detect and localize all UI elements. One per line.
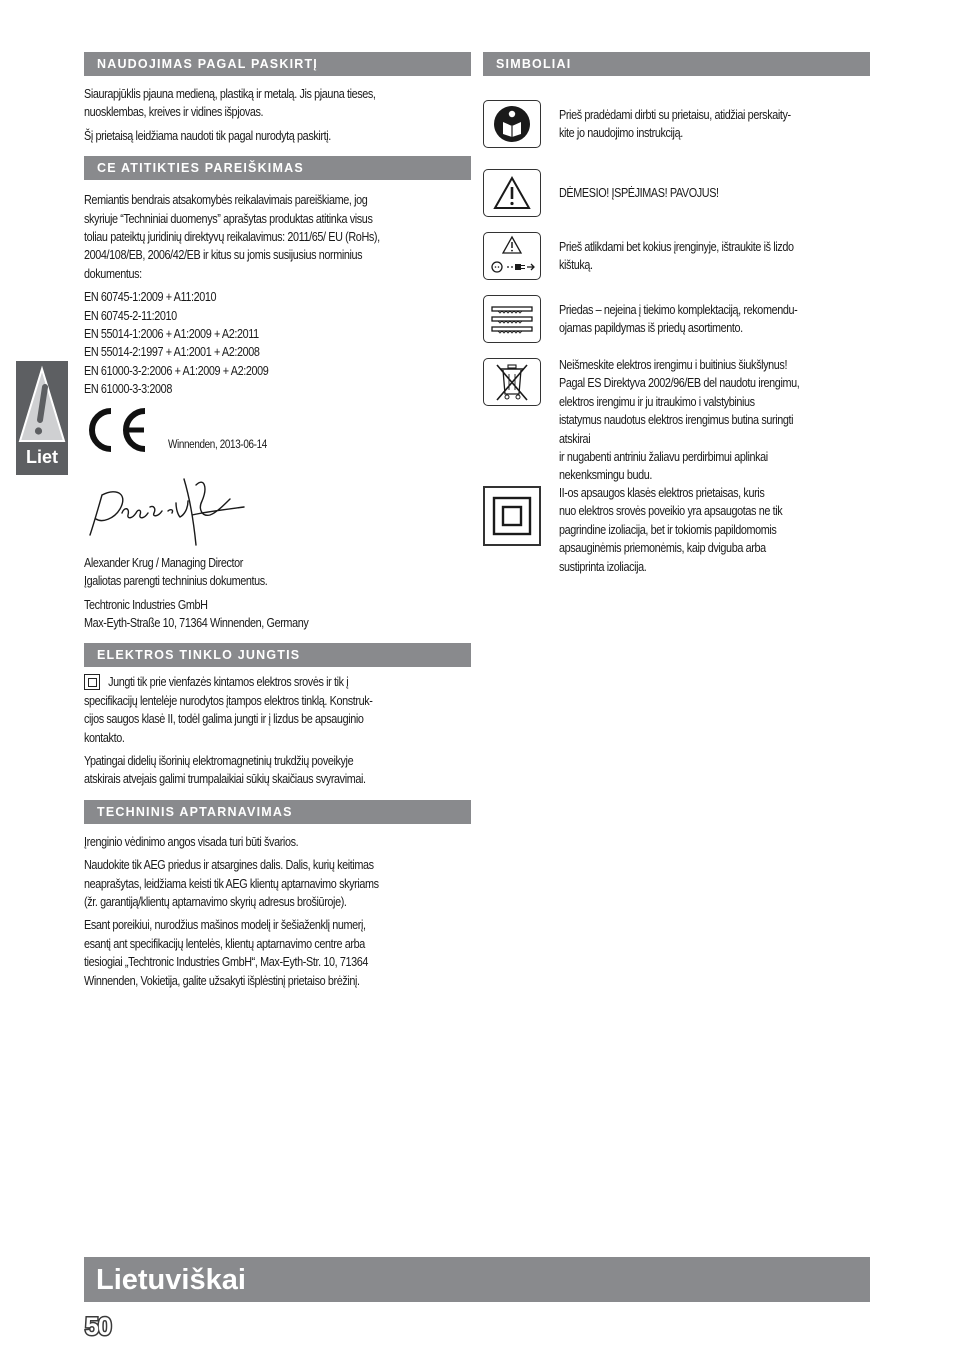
ce-place-date: Winnenden, 2013-06-14 — [168, 438, 267, 451]
intended-use-note: Šį prietaisą leidžiama naudoti tik pagal nurodytą paskirtį. — [84, 128, 331, 143]
mains-interference-text: Ypatingai didelių išorinių elektromagnetinių trukdžių poveikyje atskirais atvejais galimi trumpalaikiai sūkių skaičiaus svyravimai. — [84, 753, 366, 787]
weee-bin-icon — [483, 358, 541, 406]
intended-use-text: Siaurapjūklis pjauna medieną, plastiką ir metalą. Jis pjauna tieses, nuosklembas, kreives ir vidines išpjovas. — [84, 87, 376, 120]
symbol-text-warning: DĖMESIO! ĮSPĖJIMAS! PAVOJUS! — [559, 186, 719, 200]
warning-icon — [483, 169, 541, 217]
symbol-text-accessory: Priedas – nejeina į tiekimo komplektaciją, rekomendu- ojamas papildymas iš priedų asortimento. — [559, 303, 798, 336]
ce-signer: Alexander Krug / Managing Director Įgaliotas parengti techninius dokumentus. — [84, 555, 268, 589]
left-column — [84, 52, 471, 990]
section-title-intended-use: NAUDOJIMAS PAGAL PASKIRTĮ — [84, 52, 471, 76]
ce-company-address: Techtronic Industries GmbH Max-Eyth-Straße 10, 71364 Winnenden, Germany — [84, 597, 309, 630]
signature-image — [84, 465, 254, 549]
ce-mark-row — [84, 407, 471, 459]
section-title-symbols: SIMBOLIAI — [483, 52, 870, 76]
page-number — [84, 1313, 118, 1339]
read-manual-icon — [483, 100, 541, 148]
mains-text-block — [84, 673, 471, 747]
symbol-text-unplug: Prieš atlikdami bet kokius įrenginyje, ištraukite iš lizdo kištuką. — [559, 240, 794, 273]
service-text-2: Naudokite tik AEG priedus ir atsargines dalis. Dalis, kurių keitimas neaprašytas, leidžiama keisti tik AEG klientų aptarnavimo skyriams (žr. garantiją/klientų aptarnavimo skyrių adresus brošiūroje). — [84, 858, 379, 909]
section-title-service: TECHNINIS APTARNAVIMAS — [84, 800, 471, 824]
footer-language-bar: Lietuviškai — [84, 1257, 870, 1302]
side-tab-label: Liet — [25, 447, 58, 467]
unplug-icon — [483, 232, 541, 280]
section-title-mains: ELEKTROS TINKLO JUNGTIS — [84, 643, 471, 667]
accessory-blades-icon — [483, 295, 541, 343]
ce-standards-list: EN 60745-1:2009 + A11:2010 EN 60745-2-11:2010 EN 55014-1:2006 + A1:2009 + A2:2011 EN 55014-2:1997 + A1:2001 + A2:2008 EN 61000-3-2:2006 + A1:2009 + A2:2009 EN 61000-3-3:2008 — [84, 290, 269, 397]
language-side-tab — [16, 361, 68, 475]
symbol-text-weee: Neišmeskite elektros irengimu i buitinius šiukšlynus! Pagal ES Direktyva 2002/96/EB del naudotu irengimu, elektros irengimu ir ju itraukimo i valstybinius istatymus naudotus elektros irengimus butina suringti atskirai ir nugabenti antriniu žaliavu perdirbimui aplinkai nekenksmingu budu. — [559, 358, 800, 483]
ce-mark-icon — [84, 407, 150, 453]
service-text-3: Esant poreikiui, nurodžius mašinos modelį ir šešiaženklį numerį, esantį ant specifikacijų lentelės, klientų aptarnavimo centre arba tiesiogiai „Techtronic Industries GmbH“, Max-Eyth-Str. 10, 71364 Winnenden, Vokietija, galite užsakyti išplėstinį prietaiso brėžinį. — [84, 918, 369, 988]
section-title-ce: CE ATITIKTIES PAREIŠKIMAS — [84, 156, 471, 180]
right-column — [483, 52, 870, 574]
mains-text: Jungti tik prie vienfazės kintamos elektros srovės ir tik į specifikacijų lentelėje nurodytos įtampos elektros tinklą. Konstruk- cijos saugos klasė II, todėl galima jungti ir į lizdus be apsauginio kontakto. — [84, 675, 373, 745]
symbol-text-manual: Prieš pradėdami dirbti su prietaisu, atidžiai perskaity- kite jo naudojimo instrukciją. — [559, 108, 791, 141]
service-text-1: Įrenginio vėdinimo angos visada turi būti švarios. — [84, 834, 299, 849]
page-number-text: 50 — [85, 1313, 111, 1339]
warning-triangle-icon — [18, 365, 66, 447]
ce-declaration-text: Remiantis bendrais atsakomybės reikalavimais pareiškiame, jog skyriuje “Techniniai duomenys” aprašytas produktas atitinka visus toliau pateiktų juridinių direktyvų reikalavimus: 2011/65/ EU (RoHs), 2004/108/EB, 2006/42/EB ir kitus su jomis susijusius norminius dokumentus: — [84, 193, 380, 281]
symbol-text-class-ii: II-os apsaugos klasės elektros prietaisas, kuris nuo elektros srovės poveikio yra apsaugotas ne tik pagrindine izoliacija, bet ir tokiomis papildomomis apsauginėmis priemonėmis, kaip dviguba arba sustiprinta izoliacija. — [559, 486, 783, 574]
class-ii-icon — [483, 486, 541, 546]
